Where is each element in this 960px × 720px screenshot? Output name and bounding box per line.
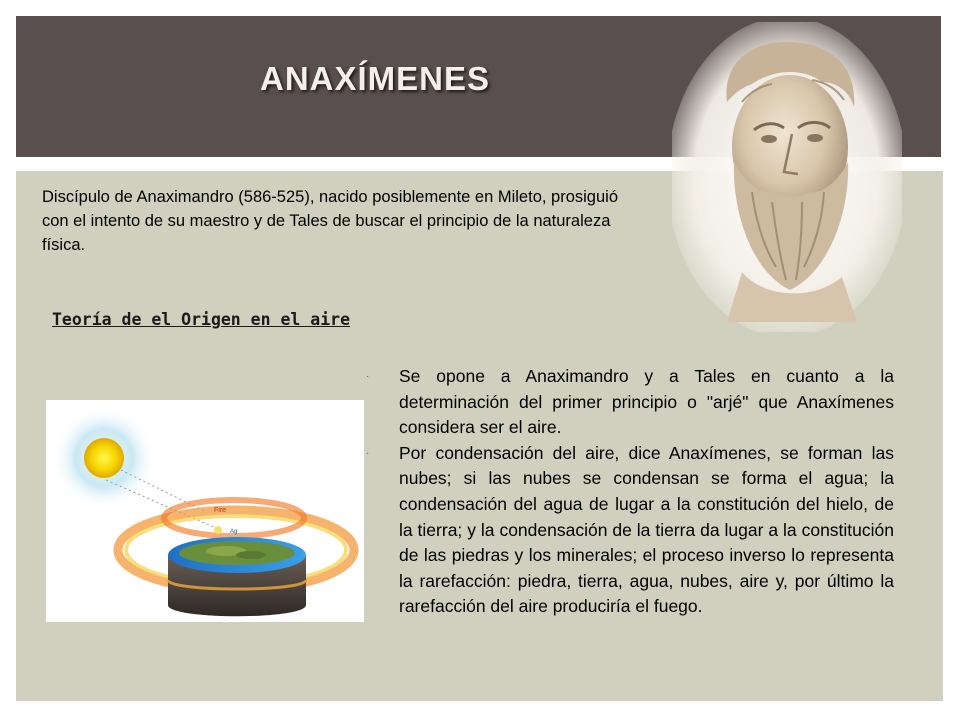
intro-paragraph: Discípulo de Anaximandro (586-525), nacido posiblemente en Mileto, prosiguió con el intento de su maestro y de Tales de buscar el principio de la naturaleza física. — [42, 188, 619, 254]
bullet-text: Por condensación del aire, dice Anaxímenes, se forman las nubes; si las nubes se condensan se forma el agua; la condensación del agua de lugar a la constitución del hielo, de la tierra; y la condensación de la tierra da lugar a la constitución de las piedras y los minerales; el proceso inverso lo representa la rarefacción: piedra, tierra, agua, nubes, aire y, por último la rarefacción del aire produciría el fuego. — [399, 442, 894, 617]
bullet-item — [366, 441, 894, 620]
bullet-text: Se opone a Anaximandro y a Tales en cuanto a la determinación del primer principio o "arjé" que Anaxímenes considera ser el aire. — [399, 366, 894, 438]
bullet-marker: · — [366, 447, 370, 459]
water-label: Ag — [230, 529, 238, 535]
slide-title: ANAXÍMENES — [260, 60, 491, 97]
bullet-list — [366, 364, 894, 620]
bullet-marker: · — [366, 371, 370, 382]
theory-subtitle: Teoría de el Origen en el aire — [52, 310, 351, 329]
cosmos-diagram-image — [46, 400, 364, 622]
bullet-item — [366, 364, 894, 441]
fire-label: Fire — [214, 507, 227, 514]
philosopher-bust-image — [672, 22, 902, 332]
